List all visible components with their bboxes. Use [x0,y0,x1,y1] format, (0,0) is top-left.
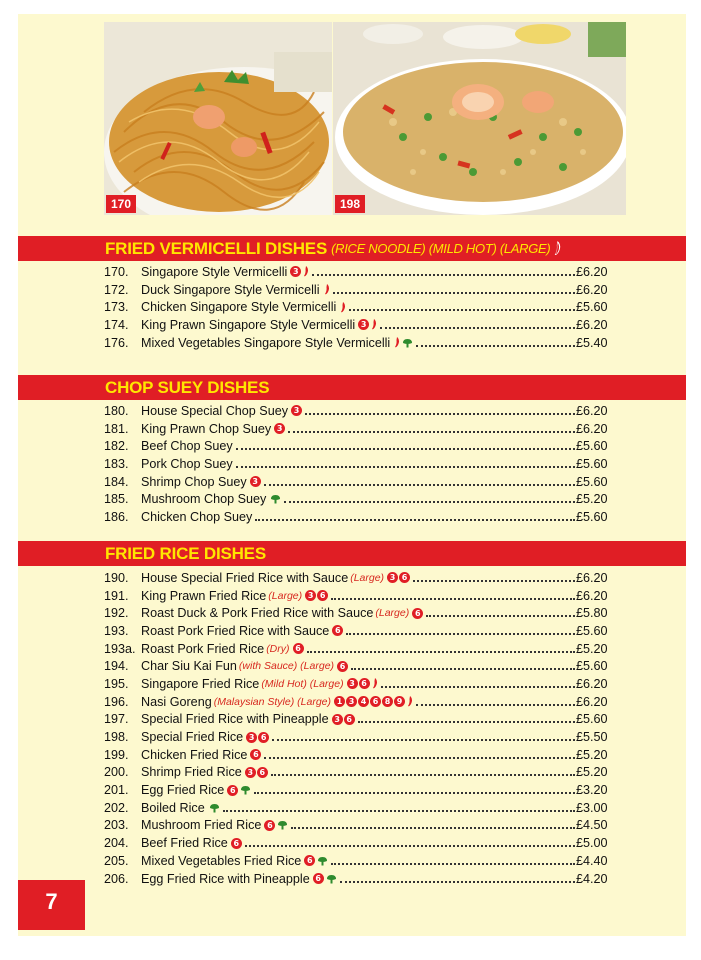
menu-page [18,14,686,936]
chili-icon [340,302,346,313]
item-number: 203. [104,818,129,833]
item-name: Chicken Chop Suey [141,509,253,524]
allergen-badge-icon: 6 [344,714,355,725]
item-name: Beef Fried Rice [141,836,228,851]
dot-leader [284,501,575,503]
item-number: 199. [104,747,129,762]
allergen-badges [387,572,410,583]
broccoli-icon [326,874,337,884]
item-price: £5.20 [576,492,608,507]
vermicelli-photo [104,22,332,215]
allergen-badges [334,696,413,707]
dot-leader [245,845,575,847]
photo-tag: 198 [335,195,365,213]
item-name: Shrimp Chop Suey [141,474,247,489]
item-number: 185. [104,492,129,507]
menu-item-row [104,622,614,640]
item-number: 184. [104,474,129,489]
menu-item-row [104,675,614,693]
dot-leader [291,827,575,829]
menu-list-chop-suey [104,402,614,526]
item-price: £6.20 [576,588,608,603]
allergen-badge-icon: 6 [264,820,275,831]
section-header-fried-rice [18,541,686,566]
item-price: £6.20 [576,421,608,436]
menu-item-row [104,728,614,746]
item-name: Mushroom Fried Rice [141,818,262,833]
allergen-badge-icon: 3 [358,319,369,330]
allergen-badges [250,749,261,760]
item-name: Singapore Style Vermicelli [141,264,288,279]
dot-leader [413,580,575,582]
dot-leader [264,757,575,759]
allergen-badge-icon: 3 [332,714,343,725]
item-note: (Dry) [266,642,290,655]
dot-leader [346,633,575,635]
dot-leader [426,615,575,617]
item-price: £5.60 [576,439,608,454]
allergen-badges [245,767,268,778]
section-subtitle: (RICE NOODLE) (MILD HOT) (LARGE) [331,241,551,256]
menu-item-row [104,657,614,675]
allergen-badges [231,838,242,849]
menu-item-row [104,508,614,526]
menu-item-row [104,437,614,455]
menu-item-row [104,764,614,782]
item-note: (Large) [375,607,410,620]
item-number: 182. [104,439,129,454]
dot-leader [380,327,575,329]
allergen-badges [393,337,413,348]
dot-leader [264,484,575,486]
allergen-badges [412,608,423,619]
item-price: £6.20 [576,403,608,418]
allergen-badge-icon: 6 [304,855,315,866]
item-note: (Mild Hot) (Large) [261,677,344,690]
allergen-badges [208,803,220,813]
item-number: 176. [104,335,129,350]
item-number: 204. [104,836,129,851]
item-price: £5.40 [576,335,608,350]
menu-item-row [104,693,614,711]
menu-item-row [104,834,614,852]
item-price: £6.20 [576,317,608,332]
allergen-badges [269,494,281,504]
dot-leader [331,598,575,600]
allergen-badges [347,678,378,689]
menu-item-row [104,711,614,729]
allergen-badge-icon: 4 [358,696,369,707]
item-name: Chicken Singapore Style Vermicelli [141,300,337,315]
item-name: Roast Pork Fried Rice with Sauce [141,623,330,638]
item-number: 192. [104,606,129,621]
chili-icon [324,284,330,295]
allergen-badge-icon: 8 [382,696,393,707]
item-number: 198. [104,730,129,745]
item-name: Singapore Fried Rice [141,676,260,691]
photo-tag: 170 [106,195,136,213]
broccoli-icon [317,856,328,866]
item-name: House Special Chop Suey [141,403,289,418]
item-name: Mixed Vegetables Singapore Style Vermicelli [141,335,391,350]
item-number: 205. [104,853,129,868]
photo-strip [104,22,626,215]
dot-leader [255,519,575,521]
item-name: Roast Duck & Pork Fried Rice with Sauce [141,606,374,621]
item-name: King Prawn Fried Rice [141,588,267,603]
allergen-badge-icon: 3 [250,476,261,487]
broccoli-icon [270,494,281,504]
section-title: CHOP SUEY DISHES [105,377,270,397]
dot-leader [223,810,575,812]
allergen-badges [274,423,285,434]
allergen-badge-icon: 6 [231,838,242,849]
allergen-badges [339,302,346,313]
item-price: £6.20 [576,282,608,297]
allergen-badges [337,661,348,672]
item-name: King Prawn Singapore Style Vermicelli [141,317,356,332]
section-title: FRIED VERMICELLI DISHES [105,238,328,258]
allergen-badge-icon: 6 [337,661,348,672]
item-number: 181. [104,421,129,436]
allergen-badge-icon: 6 [359,678,370,689]
menu-item-row [104,420,614,438]
item-number: 170. [104,264,129,279]
allergen-badge-icon: 6 [258,732,269,743]
dot-leader [236,448,575,450]
item-number: 186. [104,509,129,524]
chili-icon [372,678,378,689]
menu-item-row [104,587,614,605]
item-price: £4.50 [576,818,608,833]
dot-leader [340,881,575,883]
item-name: Boiled Rice [141,800,205,815]
dot-leader [307,651,575,653]
dot-leader [312,274,575,276]
item-price: £5.60 [576,712,608,727]
allergen-badge-icon: 6 [293,643,304,654]
item-name: Pork Chop Suey [141,456,233,471]
item-price: £5.60 [576,474,608,489]
dot-leader [272,739,575,741]
item-price: £3.20 [576,783,608,798]
allergen-badge-icon: 1 [334,696,345,707]
allergen-badge-icon: 3 [346,696,357,707]
menu-item-row [104,281,614,299]
menu-item-row [104,316,614,334]
item-number: 193a. [104,641,136,656]
page-number: 7 [18,880,85,930]
allergen-badge-icon: 3 [387,572,398,583]
section-header-chop-suey [18,375,686,400]
allergen-badges [313,873,337,884]
item-number: 195. [104,676,129,691]
item-price: £4.20 [576,871,608,886]
item-price: £5.50 [576,730,608,745]
item-number: 180. [104,403,129,418]
broccoli-icon [277,820,288,830]
allergen-badge-icon: 6 [332,625,343,636]
menu-item-row [104,263,614,281]
chili-icon [394,337,400,348]
item-price: £6.20 [576,694,608,709]
menu-item-row [104,473,614,491]
item-note: (with Sauce) (Large) [238,660,335,673]
dot-leader [416,704,575,706]
menu-item-row [104,870,614,888]
item-number: 193. [104,623,129,638]
allergen-badges [246,732,269,743]
allergen-badge-icon: 3 [245,767,256,778]
allergen-badge-icon: 9 [394,696,405,707]
vermicelli-illustration [104,22,332,215]
item-name: Nasi Goreng [141,694,212,709]
allergen-badge-icon: 6 [257,767,268,778]
menu-item-row [104,799,614,817]
chili-icon [371,319,377,330]
allergen-badges [250,476,261,487]
menu-item-row [104,569,614,587]
menu-list-fried-rice [104,569,614,887]
allergen-badge-icon: 6 [412,608,423,619]
item-price: £6.20 [576,570,608,585]
item-price: £5.60 [576,300,608,315]
item-price: £5.00 [576,836,608,851]
dot-leader [358,721,575,723]
dot-leader [271,774,575,776]
item-name: King Prawn Chop Suey [141,421,272,436]
allergen-badge-icon: 3 [290,266,301,277]
item-number: 174. [104,317,129,332]
allergen-badges [264,820,288,831]
item-note: (Malaysian Style) (Large) [213,695,331,708]
dot-leader [236,466,575,468]
item-name: Special Fried Rice [141,730,244,745]
item-price: £6.20 [576,264,608,279]
item-name: Char Siu Kai Fun [141,659,237,674]
chili-icon [303,266,309,277]
item-name: Shrimp Fried Rice [141,765,242,780]
allergen-badges [332,625,343,636]
allergen-badge-icon: 3 [291,405,302,416]
dot-leader [331,863,575,865]
item-name: Chicken Fried Rice [141,747,248,762]
allergen-badge-icon: 3 [305,590,316,601]
item-number: 194. [104,659,129,674]
dot-leader [288,431,575,433]
menu-item-row [104,455,614,473]
item-number: 190. [104,570,129,585]
dot-leader [351,668,575,670]
allergen-badges [323,284,330,295]
item-name: Beef Chop Suey [141,439,233,454]
menu-item-row [104,334,614,352]
allergen-badges [227,785,251,796]
item-note: (Large) [350,571,385,584]
menu-item-row [104,604,614,622]
allergen-badge-icon: 6 [399,572,410,583]
item-name: Special Fried Rice with Pineapple [141,712,329,727]
section-header-fried-vermicelli [18,236,686,261]
allergen-badge-icon: 3 [274,423,285,434]
allergen-badges [305,590,328,601]
item-price: £6.20 [576,676,608,691]
dot-leader [254,792,575,794]
menu-item-row [104,402,614,420]
item-price: £5.60 [576,509,608,524]
allergen-badge-icon: 6 [370,696,381,707]
item-name: Mixed Vegetables Fried Rice [141,853,302,868]
item-number: 206. [104,871,129,886]
menu-item-row [104,852,614,870]
broccoli-icon [209,803,220,813]
allergen-badges [332,714,355,725]
item-number: 196. [104,694,129,709]
fried-rice-illustration [333,22,626,215]
broccoli-icon [240,785,251,795]
item-note: (Large) [268,589,303,602]
allergen-badge-icon: 6 [227,785,238,796]
menu-item-row [104,817,614,835]
item-price: £5.20 [576,765,608,780]
item-number: 183. [104,456,129,471]
allergen-badges [304,855,328,866]
item-price: £5.20 [576,747,608,762]
dot-leader [416,345,575,347]
allergen-badges [358,319,377,330]
dot-leader [305,413,575,415]
section-title: FRIED RICE DISHES [105,543,266,563]
item-price: £3.00 [576,800,608,815]
dot-leader [349,309,575,311]
allergen-badges [290,266,309,277]
item-name: Egg Fried Rice [141,783,225,798]
broccoli-icon [402,338,413,348]
allergen-badge-icon: 6 [313,873,324,884]
item-price: £5.80 [576,606,608,621]
item-price: £5.60 [576,623,608,638]
item-number: 172. [104,282,129,297]
menu-item-row [104,781,614,799]
menu-list-fried-vermicelli [104,263,614,351]
item-name: Duck Singapore Style Vermicelli [141,282,320,297]
item-number: 191. [104,588,129,603]
dot-leader [381,686,575,688]
item-number: 200. [104,765,129,780]
item-number: 173. [104,300,129,315]
chili-icon [407,696,413,707]
allergen-badge-icon: 3 [347,678,358,689]
menu-item-row [104,298,614,316]
fried-rice-photo [333,22,626,215]
chili-icon [553,241,562,256]
item-price: £5.20 [576,641,608,656]
allergen-badges [293,643,304,654]
item-price: £4.40 [576,853,608,868]
item-price: £5.60 [576,456,608,471]
item-name: Roast Pork Fried Rice [141,641,265,656]
allergen-badge-icon: 6 [250,749,261,760]
item-price: £5.60 [576,659,608,674]
item-number: 197. [104,712,129,727]
item-name: House Special Fried Rice with Sauce [141,570,349,585]
allergen-badge-icon: 6 [317,590,328,601]
allergen-badges [291,405,302,416]
item-name: Egg Fried Rice with Pineapple [141,871,310,886]
menu-item-row [104,746,614,764]
menu-item-row [104,490,614,508]
item-number: 202. [104,800,129,815]
dot-leader [333,292,576,294]
menu-item-row [104,640,614,658]
item-number: 201. [104,783,129,798]
item-name: Mushroom Chop Suey [141,492,267,507]
allergen-badge-icon: 3 [246,732,257,743]
